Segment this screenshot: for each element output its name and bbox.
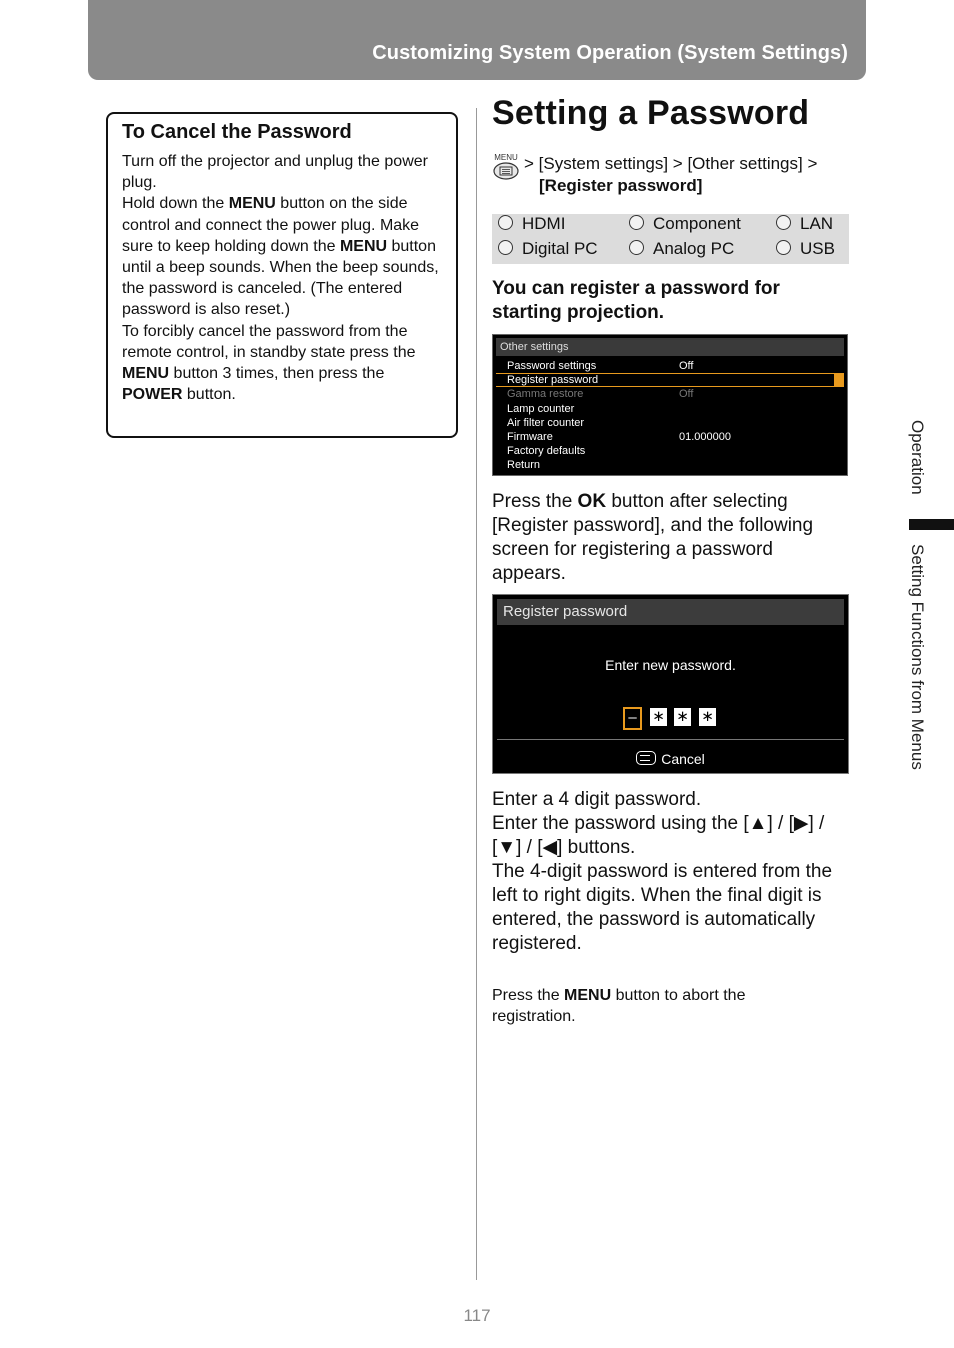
radio-circle-icon bbox=[498, 215, 513, 230]
note-paragraph-3 bbox=[122, 321, 444, 406]
other-settings-screenshot bbox=[492, 334, 848, 476]
para-line: The 4-digit password is entered from the left to right digits. When the final digit is entered, the password is automatically registered. bbox=[492, 861, 833, 954]
input-label: LAN bbox=[800, 214, 834, 233]
input-label: Analog PC bbox=[653, 239, 735, 258]
input-item bbox=[629, 239, 734, 259]
row-value: 01.000000 bbox=[679, 431, 731, 443]
note-text: button to abort the registration. bbox=[492, 987, 746, 1025]
input-item bbox=[776, 214, 833, 234]
instruction-paragraph-2 bbox=[492, 788, 852, 956]
menu-row-register-password bbox=[496, 373, 844, 387]
password-prompt: Enter new password. bbox=[605, 657, 736, 673]
menu-icon-label: MENU bbox=[494, 153, 518, 162]
cancel-hint bbox=[493, 750, 848, 768]
column-divider bbox=[476, 108, 477, 1280]
side-tab-section: Operation bbox=[908, 420, 927, 495]
menu-path bbox=[524, 153, 854, 197]
row-label: Password settings bbox=[507, 360, 597, 372]
page-number: 117 bbox=[463, 1306, 491, 1325]
para-text: Press the bbox=[492, 491, 578, 512]
menu-row-password-settings bbox=[496, 359, 844, 373]
header-title: Customizing System Operation (System Settings) bbox=[372, 42, 848, 64]
row-label: Air filter counter bbox=[507, 417, 585, 429]
note-text: button 3 times, then press the bbox=[169, 365, 385, 383]
para-line: Enter a 4 digit password. bbox=[492, 789, 702, 810]
note-bold: POWER bbox=[122, 386, 183, 404]
menu-row-air-filter-counter bbox=[496, 416, 844, 430]
input-label: HDMI bbox=[522, 214, 566, 233]
para-line: Enter the password using the [▲] / [▶] / [▼] / [◀] buttons. bbox=[492, 813, 825, 858]
password-digit: – bbox=[623, 707, 642, 730]
lead-text: You can register a password for starting projection. bbox=[492, 278, 780, 323]
abort-note bbox=[492, 985, 822, 1027]
input-compatibility bbox=[492, 214, 849, 264]
cancel-label: Cancel bbox=[661, 751, 705, 767]
header-bar bbox=[88, 0, 866, 80]
note-text: button. bbox=[182, 386, 236, 404]
screen-title: Other settings bbox=[496, 338, 844, 356]
menu-row-return bbox=[496, 458, 844, 472]
radio-circle-icon bbox=[498, 240, 513, 255]
radio-circle-icon bbox=[776, 240, 791, 255]
input-item bbox=[498, 239, 598, 259]
input-label: USB bbox=[800, 239, 835, 258]
row-label: Lamp counter bbox=[507, 403, 575, 415]
input-label: Digital PC bbox=[522, 239, 598, 258]
note-text: button on the side control and connect the power plug. Make sure to keep holding down the bbox=[122, 195, 420, 255]
row-label: Return bbox=[507, 459, 541, 471]
row-label: Factory defaults bbox=[507, 445, 586, 457]
note-title: To Cancel the Password bbox=[122, 121, 352, 143]
register-password-screenshot bbox=[492, 594, 849, 774]
page-title: Setting a Password bbox=[492, 94, 810, 132]
row-label: Register password bbox=[507, 374, 599, 386]
row-label: Gamma restore bbox=[507, 388, 584, 400]
note-paragraph-1: Turn off the projector and unplug the power plug. bbox=[122, 153, 428, 192]
menu-row-lamp-counter bbox=[496, 402, 844, 416]
menu-button-icon bbox=[636, 751, 656, 765]
menu-row-gamma-restore bbox=[496, 387, 844, 401]
cancel-password-note bbox=[106, 112, 458, 438]
note-text: To forcibly cancel the password from the remote control, in standby state press the bbox=[122, 322, 416, 361]
menu-row-factory-defaults bbox=[496, 444, 844, 458]
note-bold: MENU bbox=[122, 365, 170, 383]
radio-circle-icon bbox=[629, 215, 644, 230]
row-value: Off bbox=[679, 360, 694, 372]
side-tab-marker bbox=[909, 519, 954, 530]
radio-circle-icon bbox=[629, 240, 644, 255]
para-bold: OK bbox=[577, 491, 607, 512]
instruction-paragraph-1 bbox=[492, 490, 852, 586]
input-item bbox=[776, 239, 835, 259]
para-text: button after selecting [Register password], and the following screen for registering a password appears. bbox=[492, 491, 814, 584]
note-text: Press the bbox=[492, 987, 565, 1004]
menu-button-icon bbox=[492, 152, 520, 180]
note-text: Hold down the bbox=[122, 195, 229, 213]
input-item bbox=[629, 214, 741, 234]
note-bold: MENU bbox=[228, 195, 276, 213]
note-body bbox=[122, 151, 444, 405]
menu-path-target: [Register password] bbox=[539, 176, 703, 195]
note-bold: MENU bbox=[339, 237, 388, 255]
input-item bbox=[498, 214, 565, 234]
row-label: Firmware bbox=[507, 431, 553, 443]
password-digit: ∗ bbox=[699, 708, 716, 726]
radio-circle-icon bbox=[776, 215, 791, 230]
divider bbox=[497, 739, 844, 740]
note-bold: MENU bbox=[564, 987, 612, 1004]
note-paragraph-2 bbox=[122, 193, 444, 320]
menu-path-text: > [System settings] > [Other settings] > bbox=[524, 154, 818, 173]
menu-row-firmware bbox=[496, 430, 844, 444]
screen-title: Register password bbox=[497, 599, 844, 625]
row-value: Off bbox=[679, 388, 694, 400]
password-digit: ∗ bbox=[650, 708, 667, 726]
side-tab-chapter: Setting Functions from Menus bbox=[908, 544, 927, 770]
input-label: Component bbox=[653, 214, 741, 233]
password-digit: ∗ bbox=[674, 708, 691, 726]
note-text: button until a beep sounds. When the beep sounds, the password is canceled. (The entered password is also reset.) bbox=[122, 237, 439, 319]
